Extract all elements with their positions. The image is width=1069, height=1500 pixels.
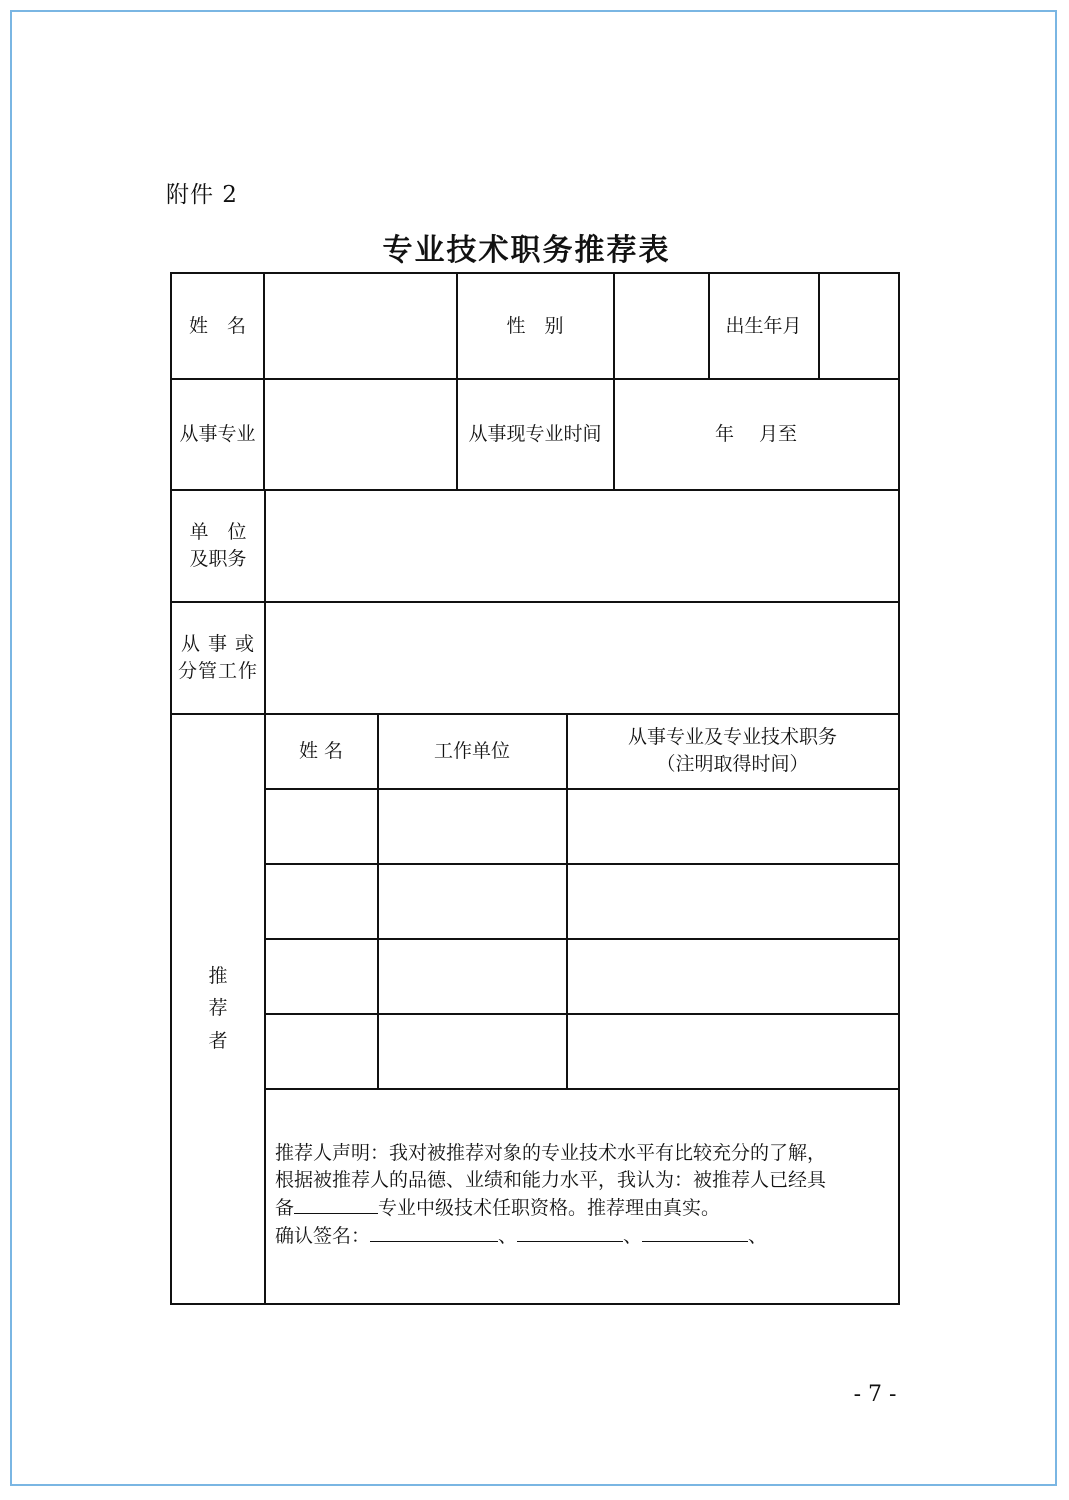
recommendation-form xyxy=(170,272,900,1305)
unit-label: 单 位 及职务 xyxy=(189,520,247,570)
recommender-header-unit: 工作单位 xyxy=(433,739,510,762)
statement-line xyxy=(275,1194,895,1222)
statement-text: 备 xyxy=(275,1196,295,1219)
row-divider xyxy=(264,1088,898,1090)
page-number: - 7 - xyxy=(853,1382,897,1407)
signature-blank-1[interactable] xyxy=(370,1222,498,1242)
signature-blank-2[interactable] xyxy=(517,1222,623,1242)
separator: 、 xyxy=(498,1224,518,1247)
recommender-row-1-unit[interactable] xyxy=(378,789,566,863)
statement-line: 根据被推荐人的品德、业绩和能力水平，我认为：被推荐人已经具 xyxy=(275,1168,827,1191)
birth-label: 出生年月 xyxy=(725,314,802,337)
specialty-label: 从事专业 xyxy=(179,422,256,445)
recommender-row-1-name[interactable] xyxy=(265,789,377,863)
recommender-header-position: 从事专业及专业技术职务 （注明取得时间） xyxy=(627,726,837,775)
recommender-row-2-unit[interactable] xyxy=(378,864,566,938)
recommender-row-4-position[interactable] xyxy=(567,1014,898,1088)
attachment-label: 附件 2 xyxy=(166,182,238,208)
specialty-field[interactable] xyxy=(264,379,456,489)
recommender-row-3-name[interactable] xyxy=(265,939,377,1013)
recommender-row-2-name[interactable] xyxy=(265,864,377,938)
name-field[interactable] xyxy=(264,274,456,378)
specialty-time-label: 从事现专业时间 xyxy=(468,422,602,445)
recommender-header-name: 姓 名 xyxy=(298,739,344,762)
work-label: 从 事 或 分管工作 xyxy=(177,632,258,682)
page-title: 专业技术职务推荐表 xyxy=(382,233,671,268)
separator: 、 xyxy=(623,1224,643,1247)
work-field[interactable] xyxy=(265,602,898,713)
specialty-time-field[interactable]: 年 月至 xyxy=(714,422,798,445)
recommender-statement xyxy=(275,1140,895,1250)
recommender-row-1-position[interactable] xyxy=(567,789,898,863)
statement-text: 专业中级技术任职资格。推荐理由真实。 xyxy=(378,1196,721,1219)
recommender-row-4-name[interactable] xyxy=(265,1014,377,1088)
confirm-signature-label: 确认签名： xyxy=(275,1224,371,1247)
separator: 、 xyxy=(748,1224,768,1247)
recommender-row-3-unit[interactable] xyxy=(378,939,566,1013)
recommender-row-3-position[interactable] xyxy=(567,939,898,1013)
confirm-signature-line xyxy=(275,1222,895,1250)
unit-field[interactable] xyxy=(265,490,898,601)
recommender-row-2-position[interactable] xyxy=(567,864,898,938)
signature-blank-3[interactable] xyxy=(642,1222,748,1242)
name-label: 姓 名 xyxy=(188,314,246,337)
recommender-row-4-unit[interactable] xyxy=(378,1014,566,1088)
qualification-blank[interactable] xyxy=(294,1194,378,1214)
statement-line: 推荐人声明：我对被推荐对象的专业技术水平有比较充分的了解， xyxy=(275,1142,827,1164)
gender-label: 性 别 xyxy=(506,314,564,337)
recommender-label: 推 荐 者 xyxy=(208,965,228,1052)
birth-field[interactable] xyxy=(819,274,898,378)
gender-field[interactable] xyxy=(614,274,708,378)
